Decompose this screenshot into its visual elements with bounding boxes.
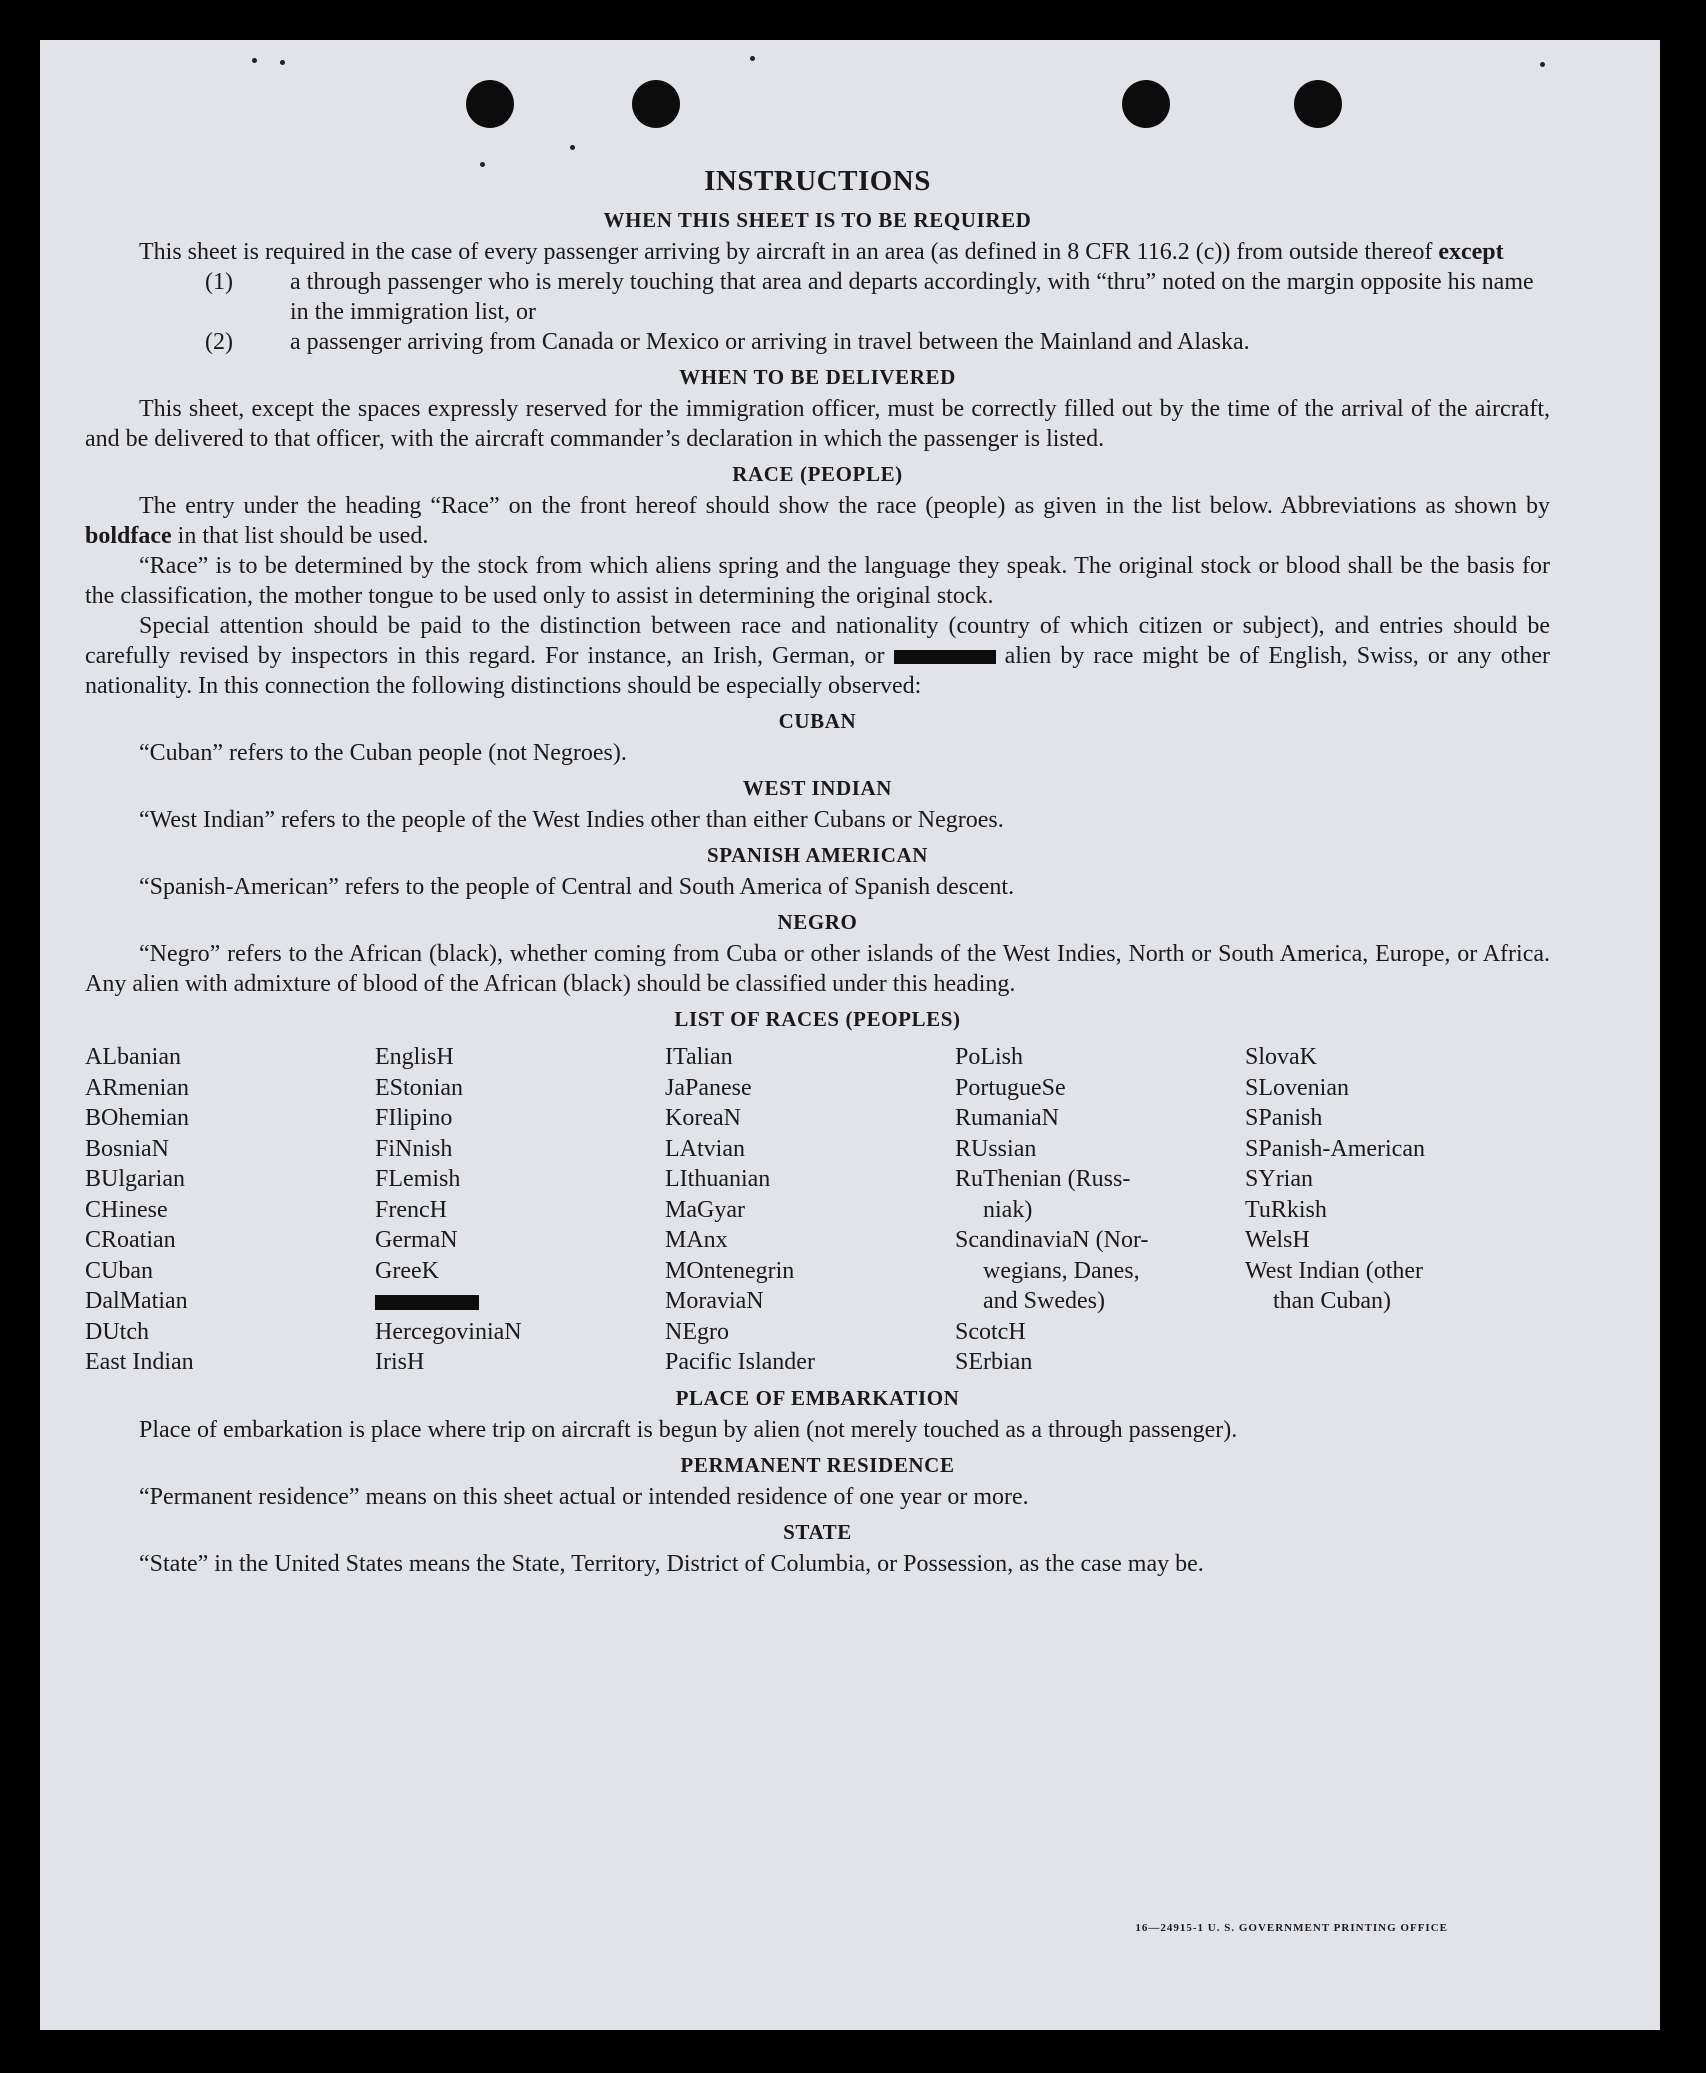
race-entry: SlovaK [1245, 1044, 1317, 1070]
race-entry: JaPanese [665, 1074, 752, 1101]
speck [750, 56, 755, 61]
race-entry: SPanish [1245, 1105, 1323, 1131]
race-entry: ALbanian [85, 1044, 181, 1070]
redaction-mark [375, 1295, 479, 1310]
section-heading-embarkation: PLACE OF EMBARKATION [675, 1385, 960, 1410]
race-entry: and Swedes) [983, 1288, 1105, 1314]
race-entry: FrencH [375, 1196, 447, 1223]
exception-item-2: (2) a passenger arriving from Canada or Mexico or arriving in travel between the Mainland and Alaska. [205, 329, 1250, 355]
race-entry: SPanish-American [1245, 1135, 1425, 1162]
section-heading-delivered: WHEN TO BE DELIVERED [679, 365, 956, 389]
race-entry: KoreaN [665, 1105, 741, 1131]
section-heading-spanish-american: SPANISH AMERICAN [707, 843, 928, 867]
race-paragraph-1: The entry under the heading “Race” on the front hereof should show the race (people) as given in the list below. Abbreviations as shown by boldface in that list should be used. [85, 493, 1550, 549]
speck [570, 145, 575, 150]
redaction-mark [894, 650, 996, 664]
race-entry: SLovenian [1245, 1074, 1349, 1101]
race-column-3 [665, 1042, 955, 1378]
race-entry: ARmenian [85, 1074, 189, 1101]
race-entry: MoraviaN [665, 1288, 764, 1314]
race-entry: BOhemian [85, 1105, 189, 1131]
race-entry: EnglisH [375, 1044, 454, 1070]
race-entry: LAtvian [665, 1135, 745, 1162]
race-entry: PoLish [955, 1044, 1024, 1070]
speck [1540, 62, 1545, 67]
race-entry: MaGyar [665, 1196, 745, 1223]
race-entry: MAnx [665, 1227, 728, 1253]
race-entry: wegians, Danes, [983, 1257, 1140, 1284]
race-entry: MOntenegrin [665, 1257, 795, 1284]
print-code: 16—24915-1 U. S. GOVERNMENT PRINTING OFFICE [1135, 1922, 1448, 1934]
page-title: INSTRUCTIONS [704, 165, 931, 197]
section-heading-state: STATE [783, 1519, 852, 1544]
race-entry: ScotcH [955, 1318, 1026, 1345]
race-entry: niak) [983, 1196, 1033, 1223]
race-entry: BosniaN [85, 1135, 170, 1162]
race-entry: RUssian [955, 1135, 1037, 1162]
race-entry: SYrian [1245, 1166, 1313, 1192]
spanish-american-text: “Spanish-American” refers to the people of Central and South America of Spanish descent. [139, 874, 1015, 900]
residence-text: “Permanent residence” means on this sheet actual or intended residence of one year or more. [139, 1483, 1029, 1510]
punch-hole [466, 80, 514, 128]
race-paragraph-3: Special attention should be paid to the distinction between race and nationality (country of which citizen or subject), and entries should be carefully revised by inspectors in this regard. For instance, an Irish, German, or alien by race might be of English, Swiss, or any other nationality. In this connection the following distinctions should be especially observed: [85, 613, 1551, 699]
race-entry: FiNnish [375, 1135, 453, 1162]
section-heading-race: RACE (PEOPLE) [732, 462, 903, 486]
race-column-5 [1245, 1042, 1535, 1378]
race-entry: NEgro [665, 1318, 729, 1345]
race-entry: CHinese [85, 1196, 168, 1223]
race-entry: DUtch [85, 1318, 149, 1345]
race-entry: TuRkish [1245, 1196, 1327, 1223]
section-heading-required: WHEN THIS SHEET IS TO BE REQUIRED [603, 208, 1032, 232]
race-entry: Pacific Islander [665, 1349, 815, 1375]
race-entry: East Indian [85, 1349, 194, 1375]
negro-text: “Negro” refers to the African (black), whether coming from Cuba or other islands of the West Indies, North or South America, Europe, or Africa. Any alien with admixture of blood of the African (black) should be classified under this heading. [85, 941, 1550, 997]
race-entry: RuThenian (Russ- [955, 1166, 1131, 1192]
west-indian-text: “West Indian” refers to the people of the West Indies other than either Cubans or Negroes. [139, 807, 1004, 833]
race-entry: EStonian [375, 1074, 464, 1101]
cuban-text: “Cuban” refers to the Cuban people (not Negroes). [139, 740, 627, 766]
race-entry: ITalian [665, 1044, 733, 1070]
race-entry: than Cuban) [1273, 1288, 1391, 1314]
race-column-1 [85, 1042, 375, 1378]
race-entry: CRoatian [85, 1227, 176, 1253]
race-column-2 [375, 1042, 665, 1378]
race-entry: DalMatian [85, 1288, 188, 1314]
exception-item-1: (1) a through passenger who is merely touching that area and departs accordingly, with “thru” noted on the margin opposite his name in the immigration list, or [205, 269, 1534, 325]
race-column-4 [955, 1042, 1245, 1378]
race-entry: FLemish [375, 1166, 461, 1192]
document-sheet [40, 40, 1660, 2030]
embarkation-text: Place of embarkation is place where trip on aircraft is begun by alien (not merely touched as a through passenger). [139, 1416, 1238, 1443]
section-heading-negro: NEGRO [777, 910, 858, 934]
state-text: “State” in the United States means the State, Territory, District of Columbia, or Possession, as the case may be. [139, 1550, 1204, 1577]
speck [252, 58, 257, 63]
race-entry: GreeK [375, 1257, 439, 1284]
section-heading-residence: PERMANENT RESIDENCE [680, 1452, 955, 1477]
race-entry: FIlipino [375, 1105, 453, 1131]
punch-hole [1122, 80, 1170, 128]
race-entry: PortugueSe [955, 1074, 1066, 1101]
punch-hole [1294, 80, 1342, 128]
race-entry: BUlgarian [85, 1166, 185, 1192]
instructions-content [85, 165, 1550, 1579]
race-entry: SErbian [955, 1349, 1033, 1375]
race-entry: GermaN [375, 1227, 458, 1253]
race-entry: RumaniaN [955, 1105, 1059, 1131]
race-list [85, 1042, 1550, 1378]
race-entry: West Indian (other [1245, 1257, 1424, 1284]
section-heading-west-indian: WEST INDIAN [742, 776, 893, 800]
race-entry: CUban [85, 1257, 153, 1284]
section-heading-cuban: CUBAN [778, 709, 857, 733]
section-heading-race-list: LIST OF RACES (PEOPLES) [674, 1007, 961, 1031]
punch-hole [632, 80, 680, 128]
required-intro: This sheet is required in the case of every passenger arriving by aircraft in an area (as defined in 8 CFR 116.2 (c)) from outside thereof except [139, 239, 1504, 265]
race-entry: IrisH [375, 1349, 425, 1375]
race-entry [375, 1286, 665, 1317]
race-paragraph-2: “Race” is to be determined by the stock from which aliens spring and the language they speak. The original stock or blood shall be the basis for the classification, the mother tongue to be used only to assist in determining the original stock. [85, 553, 1550, 609]
race-entry: ScandinaviaN (Nor- [955, 1227, 1149, 1253]
speck [280, 60, 285, 65]
race-entry: LIthuanian [665, 1166, 771, 1192]
race-entry: WelsH [1245, 1227, 1310, 1253]
delivered-text: This sheet, except the spaces expressly reserved for the immigration officer, must be correctly filled out by the time of the arrival of the aircraft, and be delivered to that officer, with the aircraft commander’s declaration in which the passenger is listed. [85, 396, 1550, 452]
race-entry: HercegoviniaN [375, 1318, 522, 1345]
